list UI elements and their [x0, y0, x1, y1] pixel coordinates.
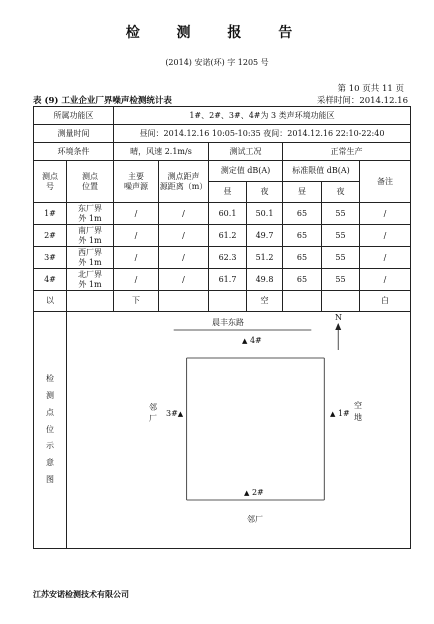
- limit-night: 55: [322, 269, 360, 291]
- blank-marker-3: 空: [247, 291, 283, 312]
- diagram-side-label: 检 测 点 位 示 意 图: [34, 312, 67, 549]
- noise-source-header: 主要 噪声源: [114, 161, 159, 203]
- sampling-time: 采样时间：2014.12.16: [316, 96, 408, 106]
- east-neighbor-label: 空 地: [354, 401, 362, 422]
- diagram-row: [34, 312, 411, 549]
- limit-day: 65: [283, 225, 322, 247]
- time-value: 昼间：2014.12.16 10:05-10:35 夜间：2014.12.16 22:10-22:40: [114, 125, 411, 143]
- table-row: [34, 203, 411, 225]
- cond-label: 测试工况: [209, 143, 283, 161]
- point-3-marker: 3#▲: [166, 409, 184, 418]
- noise-source: /: [114, 247, 159, 269]
- point-4-marker: ▲ 4#: [242, 336, 262, 345]
- triangle-marker-icon: ▲: [177, 410, 184, 418]
- limit-day-header: 昼: [283, 182, 322, 203]
- site-map: [67, 312, 410, 548]
- report-title: 检 测 报 告: [125, 25, 309, 41]
- measured-day: 60.1: [209, 203, 247, 225]
- north-label: N: [335, 313, 342, 322]
- measured-night-header: 夜: [247, 182, 283, 203]
- document-number: (2014) 安诺(环) 字 1205 号: [165, 58, 269, 67]
- time-row: [34, 125, 411, 143]
- distance: /: [159, 247, 209, 269]
- area-row: [34, 107, 411, 125]
- site-diagram: [67, 312, 411, 549]
- limit-day: 65: [283, 203, 322, 225]
- point-location: 西厂界 外 1m: [67, 247, 114, 269]
- point-no: 4#: [34, 269, 67, 291]
- measured-night: 49.8: [247, 269, 283, 291]
- limit-day: 65: [283, 247, 322, 269]
- page-number: 第 10 页共 11 页: [337, 84, 404, 94]
- measured-night: 50.1: [247, 203, 283, 225]
- limit-night: 55: [322, 247, 360, 269]
- noise-source: /: [114, 225, 159, 247]
- north-arrow-head-icon: [335, 323, 341, 330]
- limit-night: 55: [322, 203, 360, 225]
- triangle-marker-icon: ▲: [244, 489, 250, 497]
- south-neighbor-label: 邻厂: [247, 515, 263, 524]
- env-value: 晴，风速 2.1m/s: [114, 143, 209, 161]
- limit-header: 标准限值 dB(A): [283, 161, 360, 182]
- blank-marker-row: [34, 291, 411, 312]
- remark: /: [360, 269, 411, 291]
- table-row: [34, 225, 411, 247]
- point-1-marker: ▲ 1#: [330, 409, 350, 418]
- point-no: 2#: [34, 225, 67, 247]
- remark: /: [360, 247, 411, 269]
- distance: /: [159, 203, 209, 225]
- remark: /: [360, 203, 411, 225]
- cond-value: 正常生产: [283, 143, 411, 161]
- column-header-row: [34, 161, 411, 182]
- noise-source: /: [114, 269, 159, 291]
- company-name: 江苏安诺检测技术有限公司: [33, 589, 129, 599]
- noise-statistics-table: [33, 106, 411, 549]
- triangle-marker-icon: ▲: [330, 410, 336, 418]
- blank-marker-4: 白: [360, 291, 411, 312]
- table-row: [34, 269, 411, 291]
- env-label: 环境条件: [34, 143, 114, 161]
- distance: /: [159, 225, 209, 247]
- point-location: 南厂界 外 1m: [67, 225, 114, 247]
- distance-header: 测点距声 源距离（m）: [159, 161, 209, 203]
- area-value: 1#、2#、3#、4#为 3 类声环境功能区: [114, 107, 411, 125]
- limit-night: 55: [322, 225, 360, 247]
- point-no: 1#: [34, 203, 67, 225]
- point-no-header: 测点 号: [34, 161, 67, 203]
- measured-night: 51.2: [247, 247, 283, 269]
- west-neighbor-label: 邻 厂: [149, 403, 157, 424]
- limit-night-header: 夜: [322, 182, 360, 203]
- point-location: 东厂界 外 1m: [67, 203, 114, 225]
- area-label: 所属功能区: [34, 107, 114, 125]
- time-label: 测量时间: [34, 125, 114, 143]
- measured-day: 61.7: [209, 269, 247, 291]
- measured-header: 测定值 dB(A): [209, 161, 283, 182]
- noise-source: /: [114, 203, 159, 225]
- env-row: [34, 143, 411, 161]
- measured-day: 61.2: [209, 225, 247, 247]
- remark-header: 备注: [360, 161, 411, 203]
- table-title: 表 (9) 工业企业厂界噪声检测统计表: [33, 96, 172, 106]
- point-location-header: 测点 位置: [67, 161, 114, 203]
- point-location: 北厂界 外 1m: [67, 269, 114, 291]
- remark: /: [360, 225, 411, 247]
- blank-marker-2: 下: [114, 291, 159, 312]
- distance: /: [159, 269, 209, 291]
- measured-day: 62.3: [209, 247, 247, 269]
- measured-day-header: 昼: [209, 182, 247, 203]
- limit-day: 65: [283, 269, 322, 291]
- road-name: 晨丰东路: [212, 318, 244, 327]
- measured-night: 49.7: [247, 225, 283, 247]
- blank-marker-1: 以: [34, 291, 67, 312]
- table-row: [34, 247, 411, 269]
- triangle-marker-icon: ▲: [242, 337, 248, 345]
- point-no: 3#: [34, 247, 67, 269]
- point-2-marker: ▲ 2#: [244, 488, 264, 497]
